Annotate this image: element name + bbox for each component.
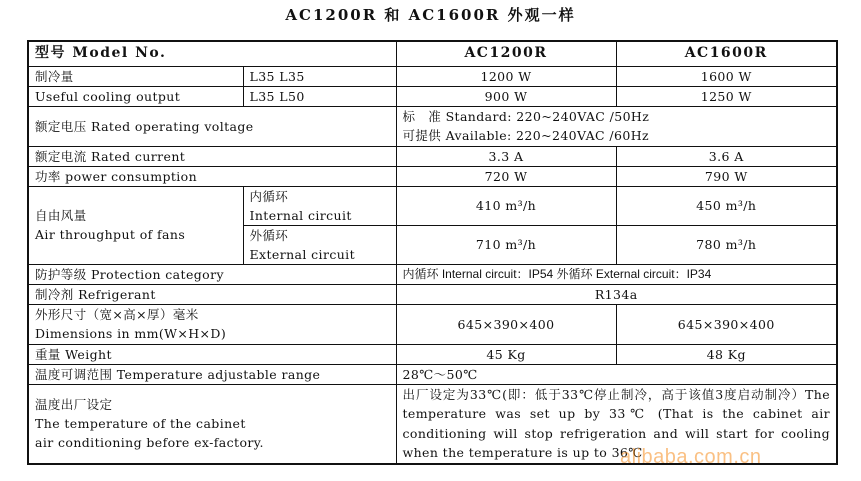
dimensions-model-b: 645×390×400	[616, 304, 837, 344]
dimensions-label-en: Dimensions in mm(W×H×D)	[35, 326, 227, 341]
cooling-2-model-b: 1250 W	[616, 86, 837, 106]
cooling-condition-1: L35 L35	[243, 66, 396, 86]
cooling-1-model-b: 1600 W	[616, 66, 837, 86]
internal-circuit-label	[243, 186, 396, 225]
dimensions-label	[28, 304, 396, 344]
protection-value: 内循环 Internal circuit：IP54 外循环 External circuit：IP34	[396, 264, 837, 284]
model-b-header: AC1600R	[616, 41, 837, 66]
current-model-a: 3.3 A	[396, 146, 616, 166]
dimensions-row	[28, 304, 837, 344]
protection-label: 防护等级 Protection category	[28, 264, 396, 284]
external-airflow-model-b: 780 m³/h	[616, 225, 837, 264]
dimensions-model-a: 645×390×400	[396, 304, 616, 344]
internal-circuit-en: Internal circuit	[249, 207, 352, 223]
voltage-standard: 标 准 Standard: 220~240VAC /50Hz	[402, 109, 650, 124]
internal-circuit-cn: 内循环	[249, 188, 289, 204]
external-circuit-label	[243, 225, 396, 264]
weight-row	[28, 344, 837, 364]
page-title: AC1200R 和 AC1600R 外观一样	[285, 6, 576, 24]
model-label: 型号 Model No.	[28, 41, 396, 66]
power-model-a: 720 W	[396, 166, 616, 186]
factory-value: 出厂设定为33℃(即：低于33℃停止制冷，高于该值3度启动制冷）The temperature was set up by 33℃ (That is the cabinet air conditioning will stop refrigeration and will start for cooling when the temperature is up to 36℃	[396, 384, 837, 464]
voltage-label: 额定电压 Rated operating voltage	[28, 106, 396, 146]
factory-label	[28, 384, 396, 464]
voltage-values	[396, 106, 837, 146]
power-label: 功率 power consumption	[28, 166, 396, 186]
voltage-row	[28, 106, 837, 146]
protection-row	[28, 264, 837, 284]
airflow-row-internal	[28, 186, 837, 225]
airflow-label-cn: 自由风量	[35, 208, 87, 223]
spec-table	[27, 40, 838, 465]
temp-range-row	[28, 364, 837, 384]
cooling-condition-2: L35 L50	[243, 86, 396, 106]
watermark-text: alibaba.com.cn	[620, 446, 762, 468]
model-a-header: AC1200R	[396, 41, 616, 66]
dimensions-label-cn: 外形尺寸（宽×高×厚）毫米	[35, 307, 199, 322]
airflow-label-en: Air throughput of fans	[35, 227, 186, 242]
cooling-row-1	[28, 66, 837, 86]
cooling-row-2	[28, 86, 837, 106]
temp-range-value: 28℃～50℃	[396, 364, 837, 384]
weight-model-b: 48 Kg	[616, 344, 837, 364]
weight-model-a: 45 Kg	[396, 344, 616, 364]
factory-label-cn: 温度出厂设定	[35, 397, 113, 413]
power-model-b: 790 W	[616, 166, 837, 186]
factory-label-en-1: The temperature of the cabinet	[35, 416, 246, 432]
airflow-label	[28, 186, 243, 264]
cooling-1-model-a: 1200 W	[396, 66, 616, 86]
refrigerant-label: 制冷剂 Refrigerant	[28, 284, 396, 304]
weight-label: 重量 Weight	[28, 344, 396, 364]
current-row	[28, 146, 837, 166]
internal-airflow-model-a: 410 m³/h	[396, 186, 616, 225]
refrigerant-value: R134a	[396, 284, 837, 304]
refrigerant-row	[28, 284, 837, 304]
cooling-2-model-a: 900 W	[396, 86, 616, 106]
temp-range-label: 温度可调范围 Temperature adjustable range	[28, 364, 396, 384]
cooling-label-en: Useful cooling output	[28, 86, 243, 106]
current-label: 额定电流 Rated current	[28, 146, 396, 166]
external-circuit-en: External circuit	[249, 246, 355, 262]
voltage-available: 可提供 Available: 220~240VAC /60Hz	[402, 128, 649, 143]
external-circuit-cn: 外循环	[249, 227, 289, 243]
factory-label-en-2: air conditioning before ex-factory.	[35, 435, 264, 451]
external-airflow-model-a: 710 m³/h	[396, 225, 616, 264]
header-row	[28, 41, 837, 66]
internal-airflow-model-b: 450 m³/h	[616, 186, 837, 225]
cooling-label-cn: 制冷量	[28, 66, 243, 86]
current-model-b: 3.6 A	[616, 146, 837, 166]
power-row	[28, 166, 837, 186]
